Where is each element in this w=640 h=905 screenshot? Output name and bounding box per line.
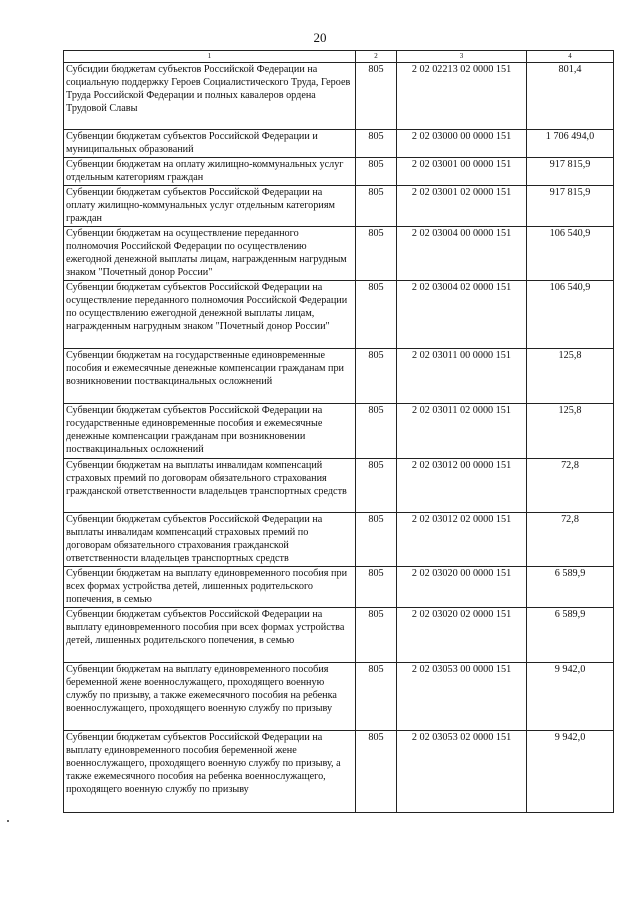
column-number-3: 3 [397, 51, 527, 63]
row-amount: 9 942,0 [527, 663, 614, 731]
row-description: Субвенции бюджетам субъектов Российской Федерации на выплаты инвалидам компенсаций страховых премий по договорам обязательного страхования гражданской ответственности владельцев транспортных средств [64, 513, 356, 567]
row-classification-code: 2 02 03053 02 0000 151 [397, 731, 527, 813]
row-admin-code: 805 [356, 459, 397, 513]
row-description: Субвенции бюджетам на оплату жилищно-коммунальных услуг отдельным категориям граждан [64, 158, 356, 186]
row-classification-code: 2 02 03011 02 0000 151 [397, 404, 527, 459]
row-admin-code: 805 [356, 663, 397, 731]
row-admin-code: 805 [356, 130, 397, 158]
row-amount: 72,8 [527, 513, 614, 567]
row-classification-code: 2 02 03012 00 0000 151 [397, 459, 527, 513]
row-description: Субвенции бюджетам на выплату единовременного пособия при всех формах устройства детей, лишенных родительского попечения, в семью [64, 567, 356, 608]
row-amount: 125,8 [527, 349, 614, 404]
row-amount: 917 815,9 [527, 158, 614, 186]
column-number-1: 1 [64, 51, 356, 63]
table-row [64, 663, 614, 731]
row-admin-code: 805 [356, 227, 397, 281]
row-classification-code: 2 02 03001 00 0000 151 [397, 158, 527, 186]
table-row [64, 227, 614, 281]
row-description: Субвенции бюджетам субъектов Российской Федерации на выплату единовременного пособия при всех формах устройства детей, лишенных родительского попечения, в семью [64, 608, 356, 663]
row-classification-code: 2 02 03000 00 0000 151 [397, 130, 527, 158]
column-number-2: 2 [356, 51, 397, 63]
row-admin-code: 805 [356, 567, 397, 608]
table-row [64, 404, 614, 459]
row-classification-code: 2 02 03004 00 0000 151 [397, 227, 527, 281]
row-description: Субвенции бюджетам на выплату единовременного пособия беременной жене военнослужащего, проходящего военную службу по призыву, а также ежемесячного пособия на ребенка военнослужащего, проходящего военную службу по призыву [64, 663, 356, 731]
row-classification-code: 2 02 02213 02 0000 151 [397, 63, 527, 130]
table-row [64, 608, 614, 663]
row-description: Субвенции бюджетам субъектов Российской Федерации на выплату единовременного пособия беременной жене военнослужащего, проходящего военную службу по призыву, а также ежемесячного пособия на ребенка военнослужащего, проходящего военную службу по призыву [64, 731, 356, 813]
row-description: Субвенции бюджетам субъектов Российской Федерации на оплату жилищно-коммунальных услуг отдельным категориям граждан [64, 186, 356, 227]
row-amount: 6 589,9 [527, 608, 614, 663]
row-description: Субвенции бюджетам субъектов Российской Федерации на осуществление переданного полномочия Российской Федерации по осуществлению ежегодной денежной выплаты лицам, награжденным нагрудным знаком "Почетный донор России" [64, 281, 356, 349]
row-amount: 106 540,9 [527, 281, 614, 349]
row-admin-code: 805 [356, 608, 397, 663]
table-row [64, 186, 614, 227]
row-classification-code: 2 02 03011 00 0000 151 [397, 349, 527, 404]
row-description: Субвенции бюджетам на выплаты инвалидам компенсаций страховых премий по договорам обязательного страхования гражданской ответственности владельцев транспортных средств [64, 459, 356, 513]
table-header-row [64, 51, 614, 63]
row-classification-code: 2 02 03053 00 0000 151 [397, 663, 527, 731]
row-amount: 801,4 [527, 63, 614, 130]
table-row [64, 130, 614, 158]
row-classification-code: 2 02 03020 02 0000 151 [397, 608, 527, 663]
table-row [64, 513, 614, 567]
row-amount: 106 540,9 [527, 227, 614, 281]
row-admin-code: 805 [356, 158, 397, 186]
budget-table [63, 50, 614, 813]
row-admin-code: 805 [356, 63, 397, 130]
table-row [64, 281, 614, 349]
row-amount: 125,8 [527, 404, 614, 459]
row-amount: 72,8 [527, 459, 614, 513]
row-amount: 9 942,0 [527, 731, 614, 813]
table-row [64, 459, 614, 513]
row-amount: 6 589,9 [527, 567, 614, 608]
row-description: Субвенции бюджетам субъектов Российской Федерации на государственные единовременные пособия и ежемесячные денежные компенсации гражданам при возникновении поствакцинальных осложнений [64, 404, 356, 459]
row-classification-code: 2 02 03004 02 0000 151 [397, 281, 527, 349]
row-classification-code: 2 02 03012 02 0000 151 [397, 513, 527, 567]
table-row [64, 567, 614, 608]
table-row [64, 63, 614, 130]
table-row [64, 158, 614, 186]
row-description: Субвенции бюджетам на государственные единовременные пособия и ежемесячные денежные компенсации гражданам при возникновении поствакцинальных осложнений [64, 349, 356, 404]
page-number: 20 [313, 30, 327, 45]
row-amount: 1 706 494,0 [527, 130, 614, 158]
row-amount: 917 815,9 [527, 186, 614, 227]
column-number-4: 4 [527, 51, 614, 63]
row-admin-code: 805 [356, 349, 397, 404]
row-admin-code: 805 [356, 404, 397, 459]
table-row [64, 349, 614, 404]
scan-speck [7, 820, 9, 822]
row-classification-code: 2 02 03001 02 0000 151 [397, 186, 527, 227]
row-admin-code: 805 [356, 731, 397, 813]
row-admin-code: 805 [356, 186, 397, 227]
row-classification-code: 2 02 03020 00 0000 151 [397, 567, 527, 608]
row-description: Субвенции бюджетам субъектов Российской Федерации и муниципальных образований [64, 130, 356, 158]
row-admin-code: 805 [356, 281, 397, 349]
table-row [64, 731, 614, 813]
row-description: Субсидии бюджетам субъектов Российской Федерации на социальную поддержку Героев Социалистического Труда, Героев Труда Российской Федерации и полных кавалеров ордена Трудовой Славы [64, 63, 356, 130]
row-description: Субвенции бюджетам на осуществление переданного полномочия Российской Федерации по осуществлению ежегодной денежной выплаты лицам, награжденным нагрудным знаком "Почетный донор России" [64, 227, 356, 281]
row-admin-code: 805 [356, 513, 397, 567]
